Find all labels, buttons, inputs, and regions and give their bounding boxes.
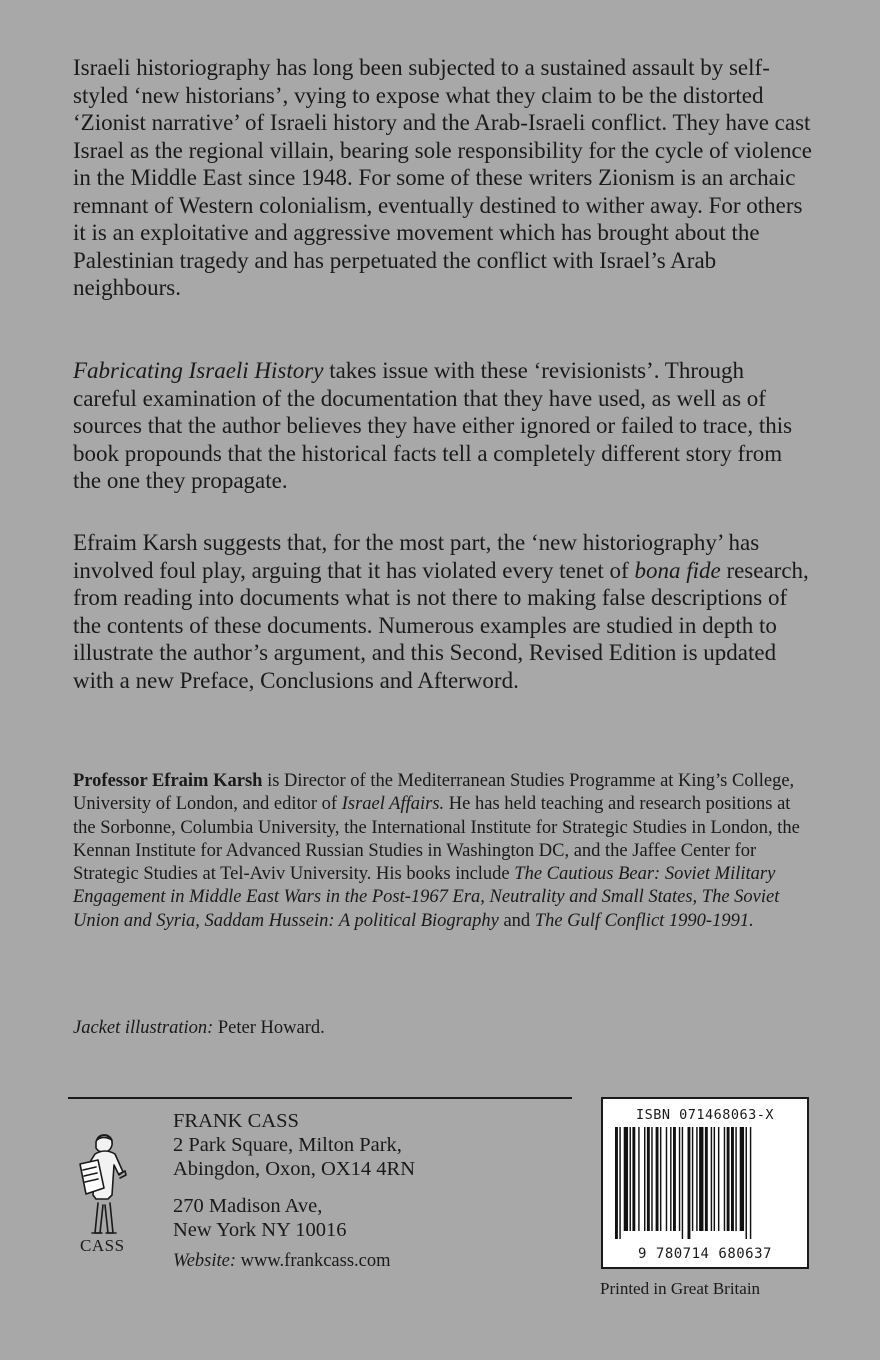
website-label: Website:: [173, 1251, 237, 1271]
barcode-bar: [644, 1127, 645, 1231]
barcode-bar: [632, 1127, 635, 1231]
barcode-bar: [711, 1127, 712, 1231]
barcode-bar: [750, 1127, 751, 1239]
barcode-bar: [673, 1127, 676, 1231]
barcode-bar: [630, 1127, 631, 1231]
bio-text-b: He has held teaching and research positions at the Sorbonne, Columbia University, the International Institute for Strategic Studies in London, the Kennan Institute for Advanced Russian Studies in Washington DC, and the Jaffee Center for Strategic Studies at Tel-Aviv University. His books include: [73, 794, 800, 885]
books-list: The Cautious Bear: Soviet Military Engagement in Middle East Wars in the Post-1967 Era, Neutrality and Small States, The Soviet Union and Syria, Saddam Hussein: A political Biography: [73, 864, 780, 931]
credit-label: Jacket illustration:: [73, 1018, 214, 1038]
us-address-line-1: 270 Madison Ave,: [173, 1195, 323, 1217]
barcode-bar: [724, 1127, 725, 1231]
uk-address-line-2: Abingdon, Oxon, OX14 4RN: [173, 1158, 416, 1180]
author-name: Professor Efraim Karsh: [73, 771, 263, 791]
barcode-bar: [692, 1127, 693, 1231]
barcode-bar: [666, 1127, 667, 1231]
bio-and: and: [498, 910, 535, 931]
blurb-paragraph-1: Israeli historiography has long been subjected to a sustained assault by self-styled ‘new historians’, vying to expose what they claim to be the distorted ‘Zionist narrative’ of Israeli history and the Arab-Israeli conflict. They have cast Israel as the regional villain, bearing sole responsibility for the cycle of violence in the Middle East since 1948. For some of these writers Zionism is an archaic remnant of Western colonialism, eventually destined to wither away. For others it is an exploitative and aggressive movement which has brought about the Palestinian tragedy and has perpetuated the conflict with Israel’s Arab neighbours.: [73, 55, 812, 300]
blurb-paragraph-3-text-a: Efraim Karsh suggests that, for the most part, the ‘new historiography’ has involved foul play, arguing that it has violated every tenet of: [73, 530, 760, 583]
last-book: The Gulf Conflict 1990-1991.: [534, 910, 754, 931]
book-title: Fabricating Israeli History: [73, 358, 324, 383]
barcode-bar: [656, 1127, 659, 1231]
isbn-label: ISBN 071468063-X: [635, 1107, 775, 1123]
barcode: [615, 1127, 795, 1239]
credit-name: Peter Howard.: [213, 1018, 325, 1038]
barcode-bar: [619, 1127, 620, 1239]
uk-address-line-1: 2 Park Square, Milton Park,: [173, 1134, 402, 1156]
publisher-website: [173, 1251, 391, 1272]
barcode-bar: [660, 1127, 661, 1231]
barcode-box: [601, 1097, 809, 1269]
publisher-uk-address: [173, 1109, 415, 1181]
website-url[interactable]: www.frankcass.com: [236, 1251, 391, 1271]
barcode-digits: 9 780714 680637: [638, 1246, 772, 1262]
barcode-bar: [714, 1127, 715, 1231]
barcode-bar: [688, 1127, 691, 1239]
barcode-bar: [670, 1127, 671, 1231]
us-address-line-2: New York NY 10016: [173, 1219, 347, 1241]
barcode-bar: [624, 1127, 628, 1231]
journal-title: Israel Affairs.: [341, 794, 445, 815]
divider-rule: [68, 1097, 572, 1099]
author-bio: [73, 770, 813, 933]
barcode-bar: [679, 1127, 680, 1231]
jacket-credit: [73, 1018, 325, 1039]
printed-in-note: Printed in Great Britain: [600, 1279, 761, 1298]
barcode-bar: [615, 1127, 618, 1239]
barcode-bar: [638, 1127, 639, 1231]
barcode-bar: [705, 1127, 708, 1231]
bona-fide-italic: bona fide: [634, 557, 721, 583]
barcode-bar: [740, 1127, 744, 1231]
barcode-bar: [727, 1127, 730, 1231]
blurb-paragraph-2-text: takes issue with these ‘revisionists’. Through careful examination of the documentation that they have used, as well as of sources that the author believes they have either ignored or failed to trace, this book propounds that the historical facts tell a completely different story from the one they propagate.: [73, 358, 793, 493]
barcode-bar: [699, 1127, 703, 1231]
barcode-bar: [735, 1127, 736, 1231]
barcode-bar: [682, 1127, 683, 1239]
publisher-us-address: [173, 1194, 347, 1242]
bio-text-a: is Director of the Mediterranean Studies Programme at King’s College, University of London, and editor of: [73, 771, 795, 815]
barcode-bar: [696, 1127, 697, 1231]
barcode-bar: [718, 1127, 719, 1231]
barcode-bar: [731, 1127, 734, 1231]
barcode-bar: [746, 1127, 747, 1239]
blurb-paragraph-3-text-b: research, from reading into documents what is not there to making false descriptions of the contents of these documents. Numerous examples are studied in depth to illustrate the author’s argument, and this Second, Revised Edition is updated with a new Preface, Conclusions and Afterword.: [73, 557, 809, 693]
barcode-bar: [647, 1127, 650, 1231]
blurb-paragraph-3: [73, 529, 813, 694]
cass-logo-text: CASS: [80, 1236, 125, 1255]
barcode-bar: [651, 1127, 652, 1231]
publisher-name: FRANK CASS: [173, 1110, 299, 1132]
blurb-paragraph-2: [73, 357, 813, 495]
